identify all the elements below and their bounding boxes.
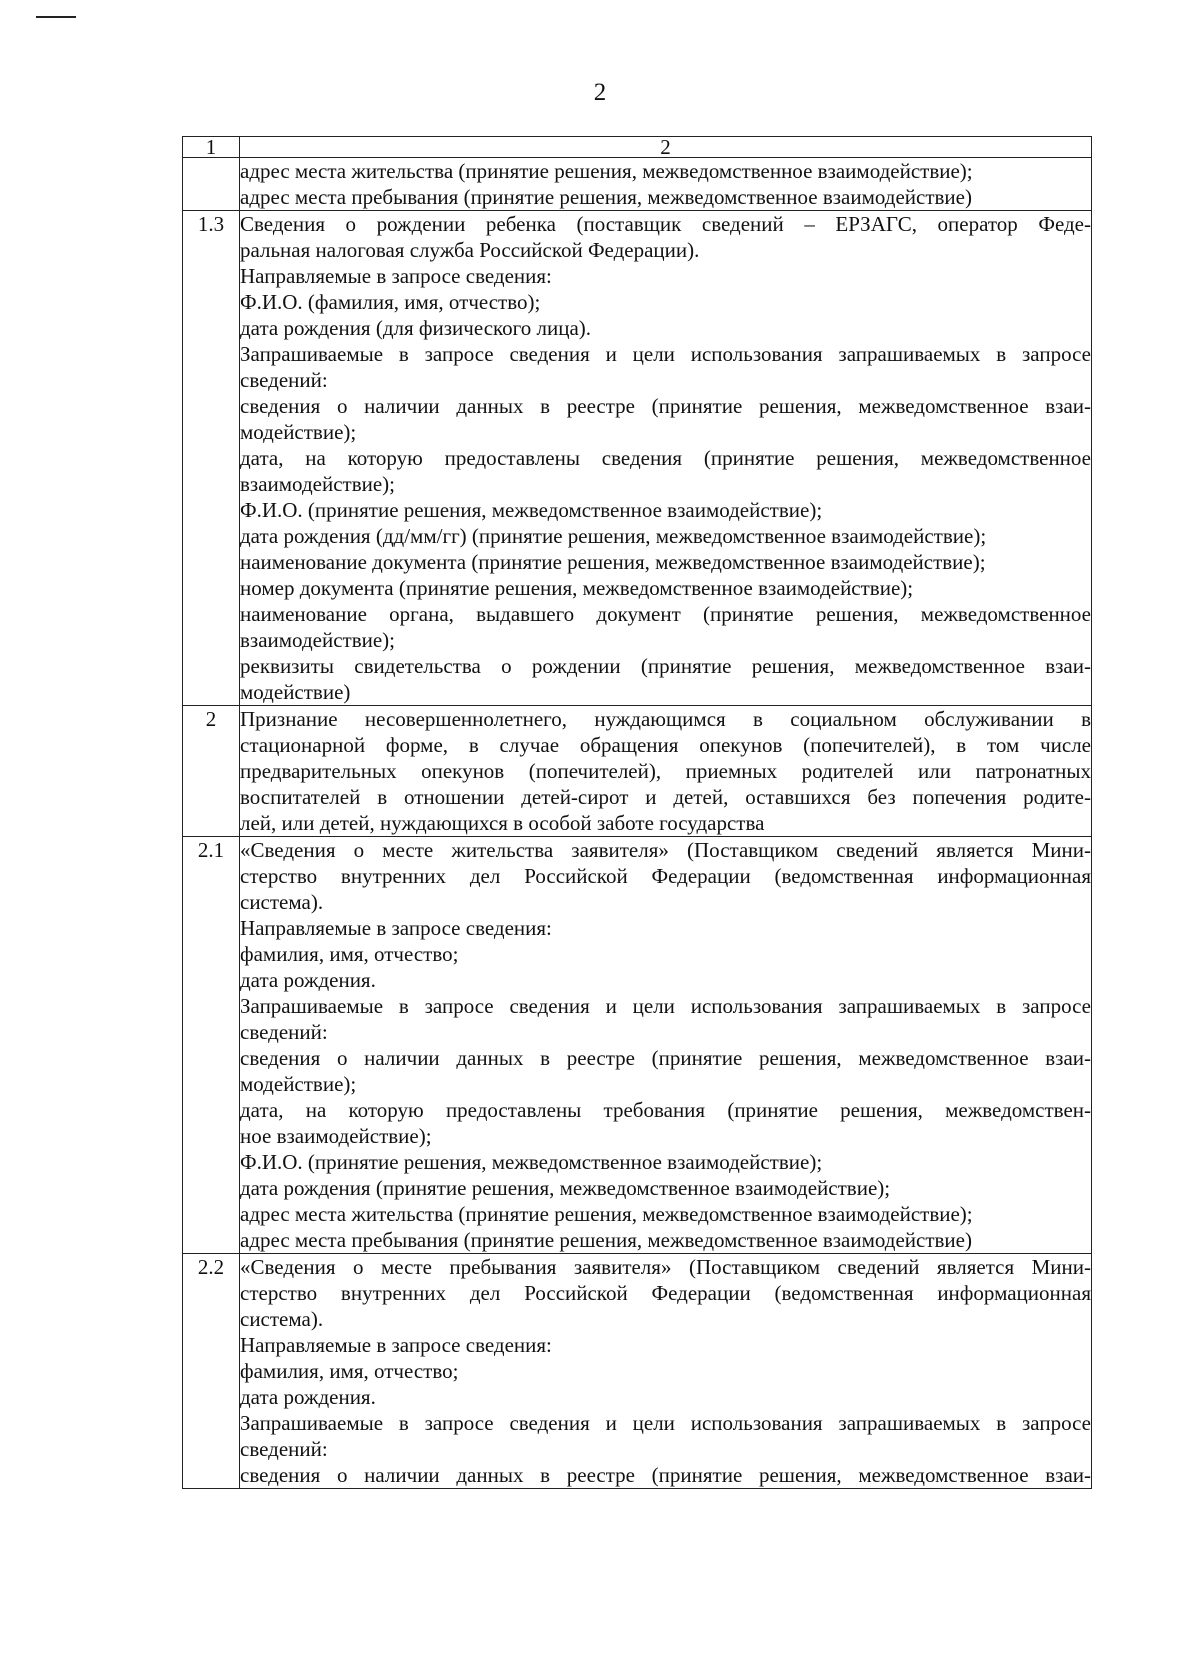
text-line: реквизиты свидетельства о рождении (принятие решения, межведомственное взаи- — [240, 654, 1091, 678]
text-line: адрес места пребывания (принятие решения, межведомственное взаимодействие) — [240, 185, 972, 209]
text-line: сведений: — [240, 368, 328, 392]
text-line: Ф.И.О. (фамилия, имя, отчество); — [240, 290, 541, 314]
header-col-1: 1 — [183, 137, 240, 158]
text-line: фамилия, имя, отчество; — [240, 1359, 459, 1383]
text-line: лей, или детей, нуждающихся в особой заботе государства — [240, 811, 765, 835]
text-line: воспитателей в отношении детей-сирот и детей, оставшихся без попечения родите- — [240, 785, 1091, 809]
table-row — [183, 706, 1092, 837]
text-line: стерство внутренних дел Российской Федерации (ведомственная информационная — [240, 864, 1091, 888]
text-line: Ф.И.О. (принятие решения, межведомственное взаимодействие); — [240, 498, 823, 522]
text-line: ное взаимодействие); — [240, 1124, 432, 1148]
text-line: дата рождения (принятие решения, межведомственное взаимодействие); — [240, 1176, 891, 1200]
text-line: сведения о наличии данных в реестре (принятие решения, межведомственное взаи- — [240, 394, 1091, 418]
text-line: фамилия, имя, отчество; — [240, 942, 459, 966]
row-content — [240, 1254, 1092, 1489]
text-line: Направляемые в запросе сведения: — [240, 264, 552, 288]
row-number: 2 — [183, 706, 240, 837]
table-row — [183, 211, 1092, 706]
text-line: предварительных опекунов (попечителей), приемных родителей или патронатных — [240, 759, 1091, 783]
row-content — [240, 158, 1092, 211]
row-number — [183, 158, 240, 211]
page-number: 2 — [593, 79, 607, 106]
text-line: модействие); — [240, 1072, 357, 1096]
text-line: Запрашиваемые в запросе сведения и цели использования запрашиваемых в запросе — [240, 1411, 1091, 1435]
text-line: адрес места жительства (принятие решения, межведомственное взаимодействие); — [240, 1202, 973, 1226]
row-number: 2.2 — [183, 1254, 240, 1489]
text-line: Сведения о рождении ребенка (поставщик сведений – ЕРЗАГС, оператор Феде- — [240, 212, 1091, 236]
text-line: дата рождения. — [240, 1385, 376, 1409]
text-line: наименование органа, выдавшего документ (принятие решения, межведомственное — [240, 602, 1091, 626]
text-line: взаимодействие); — [240, 628, 395, 652]
row-content — [240, 211, 1092, 706]
text-line: модействие); — [240, 420, 357, 444]
row-number: 2.1 — [183, 837, 240, 1254]
table-row — [183, 158, 1092, 211]
text-line: наименование документа (принятие решения, межведомственное взаимодействие); — [240, 550, 986, 574]
text-line: номер документа (принятие решения, межведомственное взаимодействие); — [240, 576, 914, 600]
text-line: адрес места жительства (принятие решения, межведомственное взаимодействие); — [240, 159, 973, 183]
text-line: дата, на которую предоставлены требования (принятие решения, межведомствен- — [240, 1098, 1091, 1122]
header-col-2: 2 — [240, 137, 1092, 158]
text-line: дата рождения (для физического лица). — [240, 316, 592, 340]
text-line: «Сведения о месте жительства заявителя» (Поставщиком сведений является Мини- — [240, 838, 1091, 862]
text-line: система). — [240, 890, 324, 914]
text-line: дата рождения (дд/мм/гг) (принятие решения, межведомственное взаимодействие); — [240, 524, 987, 548]
row-content — [240, 706, 1092, 837]
row-content — [240, 837, 1092, 1254]
text-line: Запрашиваемые в запросе сведения и цели использования запрашиваемых в запросе — [240, 994, 1091, 1018]
table-header-row — [183, 137, 1092, 158]
text-line: «Сведения о месте пребывания заявителя» (Поставщиком сведений является Мини- — [240, 1255, 1091, 1279]
row-number: 1.3 — [183, 211, 240, 706]
text-line: сведений: — [240, 1437, 328, 1461]
text-line: дата, на которую предоставлены сведения (принятие решения, межведомственное — [240, 446, 1091, 470]
text-line: Ф.И.О. (принятие решения, межведомственное взаимодействие); — [240, 1150, 823, 1174]
text-line: сведения о наличии данных в реестре (принятие решения, межведомственное взаи- — [240, 1463, 1091, 1487]
text-line: адрес места пребывания (принятие решения, межведомственное взаимодействие) — [240, 1228, 972, 1252]
text-line: взаимодействие); — [240, 472, 395, 496]
text-line: модействие) — [240, 680, 351, 704]
text-line: Запрашиваемые в запросе сведения и цели использования запрашиваемых в запросе — [240, 342, 1091, 366]
document-table — [182, 136, 1092, 1489]
text-line: система). — [240, 1307, 324, 1331]
table-body — [183, 137, 1092, 1489]
table-row — [183, 1254, 1092, 1489]
text-line: Направляемые в запросе сведения: — [240, 1333, 552, 1357]
text-line: сведений: — [240, 1020, 328, 1044]
table-row — [183, 837, 1092, 1254]
text-line: Направляемые в запросе сведения: — [240, 916, 552, 940]
text-line: ральная налоговая служба Российской Федерации). — [240, 238, 700, 262]
text-line: стационарной форме, в случае обращения опекунов (попечителей), в том числе — [240, 733, 1091, 757]
text-line: Признание несовершеннолетнего, нуждающимся в социальном обслуживании в — [240, 707, 1091, 731]
text-line: дата рождения. — [240, 968, 376, 992]
corner-mark — [36, 16, 76, 18]
text-line: сведения о наличии данных в реестре (принятие решения, межведомственное взаи- — [240, 1046, 1091, 1070]
text-line: стерство внутренних дел Российской Федерации (ведомственная информационная — [240, 1281, 1091, 1305]
